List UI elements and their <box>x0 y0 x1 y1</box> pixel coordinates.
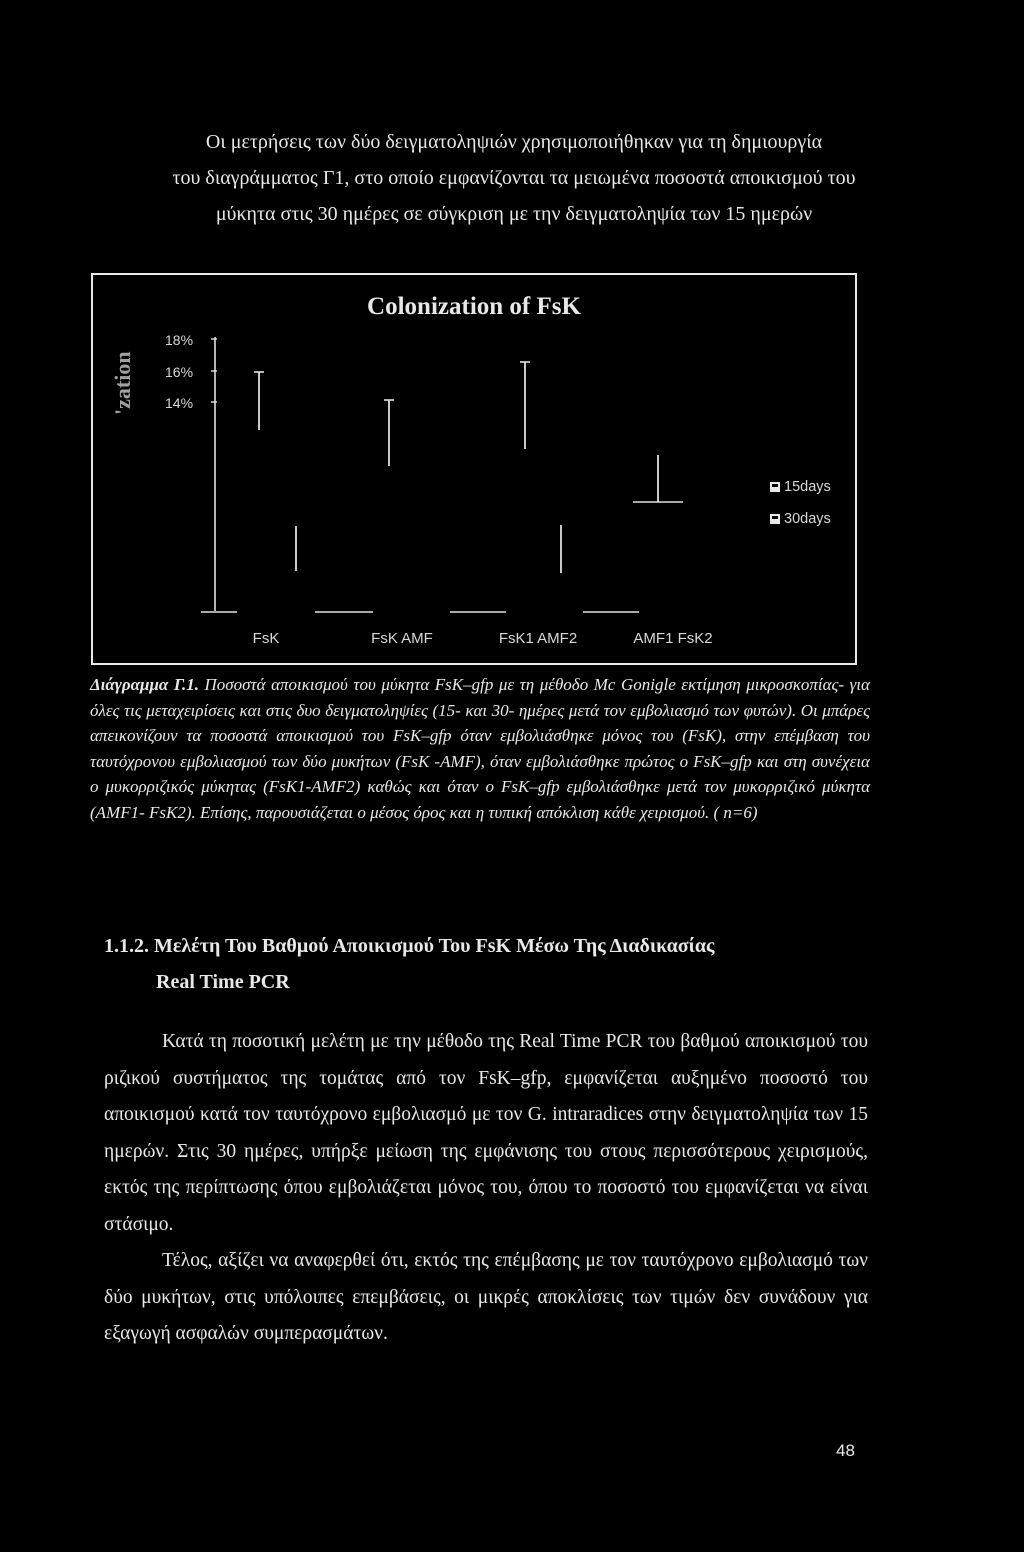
legend-swatch-icon <box>770 482 780 492</box>
y-tick-label: 18% <box>165 332 194 348</box>
legend-item <box>770 471 831 503</box>
heading-line-2: Real Time PCR <box>156 971 290 993</box>
caption-label: Διάγραμμα Γ.1. <box>90 675 199 694</box>
chart-title: Colonization of FsK <box>367 293 581 320</box>
intro-paragraph <box>104 124 924 232</box>
legend-label: 30days <box>784 511 831 527</box>
section-heading <box>104 928 924 1000</box>
intro-line-1: Οι μετρήσεις των δύο δειγματοληψιών χρησιμοποιήθηκαν για τη δημιουργία <box>205 131 823 153</box>
body-paragraph-1: Κατά τη ποσοτική μελέτη με την μέθοδο της Real Time PCR του βαθμού αποικισμού του ριζικού συστήματος της τομάτας από τον FsK–gfp, εμφανίζεται αυξημένο ποσοστό του αποικισμού κατά τον ταυτόχρονο εμβολιασμό με τον G. intraradices στην δειγματοληψία των 15 ημερών. Στις 30 ημέρες, υπήρξε μείωση της εμφάνισης του στους περισσότερους χειρισμούς, εκτός της περίπτωσης όπου εμβολιάζεται μόνος του, όπου το ποσοστό του εμφανίζεται να είναι στάσιμο. <box>104 1031 868 1235</box>
x-category-label: FsK <box>252 630 280 647</box>
y-tick-label: 16% <box>165 364 194 380</box>
chart-plot <box>93 275 859 667</box>
legend-label: 15days <box>784 479 831 495</box>
legend-item <box>770 503 831 535</box>
y-tick-label: 14% <box>165 395 194 411</box>
caption-text: Ποσοστά αποικισμού του μύκητα FsK–gfp με τη μέθοδο Mc Gonigle εκτίμηση μικροσκοπίας- για όλες τις μεταχειρίσεις και στις δυο δειγματοληψίες (15- και 30- ημέρες μετά τον εμβολιασμό των φυτών). Οι μπάρες απεικονίζουν τα ποσοστά αποικισμού του FsK–gfp όταν εμβολιάσθηκε μόνος του (FsK), στην επέμβαση του ταυτόχρονου εμβολιασμού των δύο μυκήτων (FsK -AMF), όταν εμβολιάσθηκε πρώτος ο FsK–gfp και στη συνέχεια ο μυκορριζικός μύκητας (FsK1-AMF2) καθώς και όταν ο FsK–gfp εμβολιάσθηκε μετά τον μυκορριζικό μύκητα (AMF1- FsK2). Επίσης, παρουσιάζεται ο μέσος όρος και η τυπική απόκλιση κάθε χειρισμού. ( n=6) <box>90 675 870 822</box>
body-paragraph-2: Τέλος, αξίζει να αναφερθεί ότι, εκτός της επέμβασης με τον ταυτόχρονο εμβολιασμό των δύο μυκήτων, στις υπόλοιπες επεμβάσεις, οι μικρές αποκλίσεις των τιμών δεν συνάδουν για εξαγωγή ασφαλών συμπερασμάτων. <box>104 1250 868 1344</box>
heading-line-1: 1.1.2. Μελέτη Του Βαθμού Αποικισμού Του FsK Μέσω Της Διαδικασίας <box>104 935 715 957</box>
page-number: 48 <box>836 1441 855 1460</box>
body-text <box>104 1024 868 1353</box>
chart-legend <box>770 471 831 535</box>
figure-caption <box>90 672 870 825</box>
y-axis-label: 'zation <box>110 351 135 415</box>
x-category-label: FsK1 AMF2 <box>498 630 578 647</box>
intro-line-2: του διαγράμματος Γ1, στο οποίο εμφανίζονται τα μειωμένα ποσοστά αποικισμού του <box>172 167 856 189</box>
x-category-label: FsK AMF <box>371 630 433 647</box>
legend-swatch-icon <box>770 514 780 524</box>
chart-frame <box>91 273 857 665</box>
x-category-label: AMF1 FsK2 <box>633 630 713 647</box>
intro-line-3: μύκητα στις 30 ημέρες σε σύγκριση με την δειγματοληψία των 15 ημερών <box>215 203 813 225</box>
